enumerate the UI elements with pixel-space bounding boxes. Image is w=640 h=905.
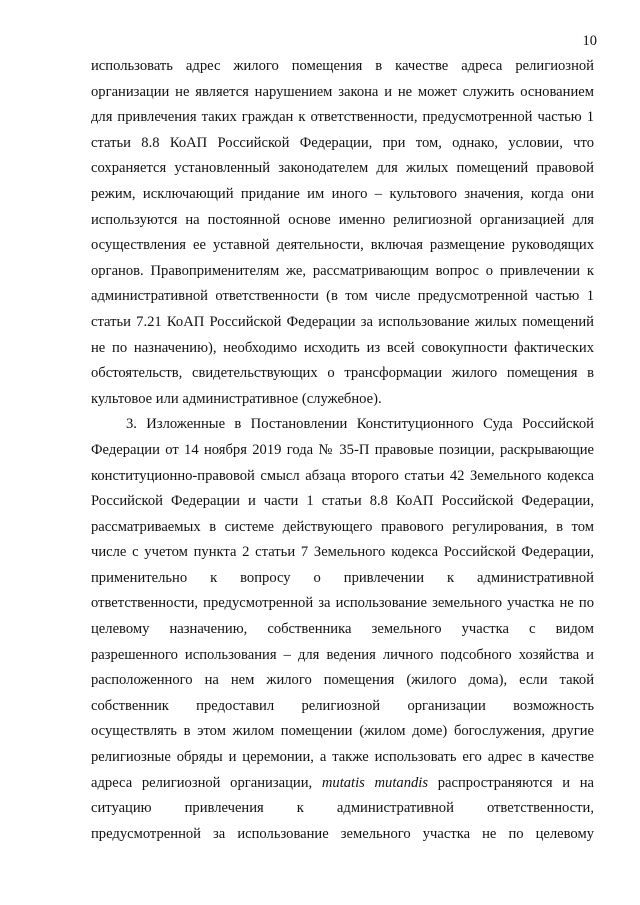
text-line: 3. Изложенные в Постановлении Конституционного Суда Российской: [126, 416, 594, 433]
text-line: не по назначению), необходимо исходить из всей совокупности фактических: [91, 339, 594, 356]
text-line: сохраняется установленный законодателем для жилых помещений правовой: [91, 160, 594, 177]
page-number: 10: [582, 33, 597, 49]
text-line: статьи 7.21 КоАП Российской Федерации за использование жилых помещений: [91, 313, 594, 330]
text-line: рассматриваемых в системе действующего правового регулирования, в том: [91, 518, 594, 535]
text-line: Российской Федерации и части 1 статьи 8.8 КоАП Российской Федерации,: [91, 493, 594, 510]
text-line: статьи 8.8 КоАП Российской Федерации, при том, однако, условии, что: [91, 134, 594, 151]
text-line: используются на постоянной основе именно религиозной организацией для: [91, 211, 594, 228]
body-text: [91, 54, 594, 847]
text-line: административной ответственности (в том числе предусмотренной частью 1: [91, 288, 594, 305]
text-line: обстоятельств, свидетельствующих о трансформации жилого помещения в: [91, 365, 594, 382]
text-segment: распространяются и на: [428, 774, 594, 791]
text-line: осуществления ее уставной деятельности, включая размещение руководящих: [91, 237, 594, 254]
text-line: органов. Правоприменителям же, рассматривающим вопрос о привлечении к: [91, 262, 594, 279]
text-segment: адреса религиозной организации,: [91, 774, 322, 791]
text-line: конституционно-правовой смысл абзаца второго статьи 42 Земельного кодекса: [91, 467, 594, 484]
text-line: использовать адрес жилого помещения в качестве адреса религиозной: [91, 58, 594, 74]
text-line: предусмотренной за использование земельного участка не по целевому: [91, 825, 594, 842]
text-line: расположенного на нем жилого помещения (жилого дома), если такой: [91, 672, 594, 689]
text-line: для привлечения таких граждан к ответственности, предусмотренной частью 1: [91, 109, 594, 126]
text-line: целевому назначению, собственника земельного участка с видом: [91, 621, 594, 638]
text-line: собственник предоставил религиозной организации возможность: [91, 697, 594, 714]
text-line: Федерации от 14 ноября 2019 года № 35-П правовые позиции, раскрывающие: [91, 441, 594, 458]
text-line: числе с учетом пункта 2 статьи 7 Земельного кодекса Российской Федерации,: [91, 544, 594, 561]
text-line: применительно к вопросу о привлечении к административной: [91, 569, 594, 586]
text-line: разрешенного использования – для ведения личного подсобного хозяйства и: [91, 646, 594, 663]
text-line: ситуацию привлечения к административной ответственности,: [91, 800, 594, 817]
text-line: организации не является нарушением закона и не может служить основанием: [91, 83, 594, 100]
text-line: религиозные обряды и церемонии, а также использовать его адрес в качестве: [91, 749, 594, 766]
italic-phrase: mutatis mutandis: [321, 774, 429, 791]
text-line: осуществлять в этом жилом помещении (жилом доме) богослужения, другие: [91, 723, 594, 740]
text-line: [91, 771, 594, 797]
text-line: культовое или административное (служебное).: [91, 390, 382, 407]
text-line: режим, исключающий придание им иного – культового значения, когда они: [91, 185, 594, 202]
text-line: ответственности, предусмотренной за использование земельного участка не по: [91, 595, 594, 612]
